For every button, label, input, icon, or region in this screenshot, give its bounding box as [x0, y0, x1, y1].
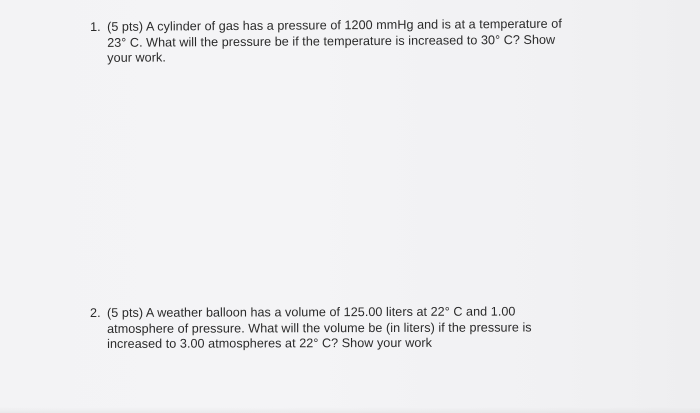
question-number: 2. [90, 305, 101, 320]
question-number: 1. [90, 19, 101, 34]
page-edge-shadow [0, 407, 700, 413]
question-line: (5 pts) A cylinder of gas has a pressure of 1200 mmHg and is at a temperature of [106, 16, 562, 34]
question-text [107, 16, 610, 66]
question-line: increased to 3.00 atmospheres at 22° C? Show your work [107, 335, 433, 351]
question-line: your work. [107, 50, 166, 65]
question-line: atmosphere of pressure. What will the volume be (in liters) if the pressure is [107, 319, 532, 336]
question-1 [90, 16, 610, 66]
question-text [107, 304, 610, 352]
question-2 [90, 304, 610, 352]
question-line: 23° C. What will the pressure be if the temperature is increased to 30° C? Show [107, 32, 556, 50]
question-line: (5 pts) A weather balloon has a volume of 125.00 liters at 22° C and 1.00 [106, 304, 516, 320]
